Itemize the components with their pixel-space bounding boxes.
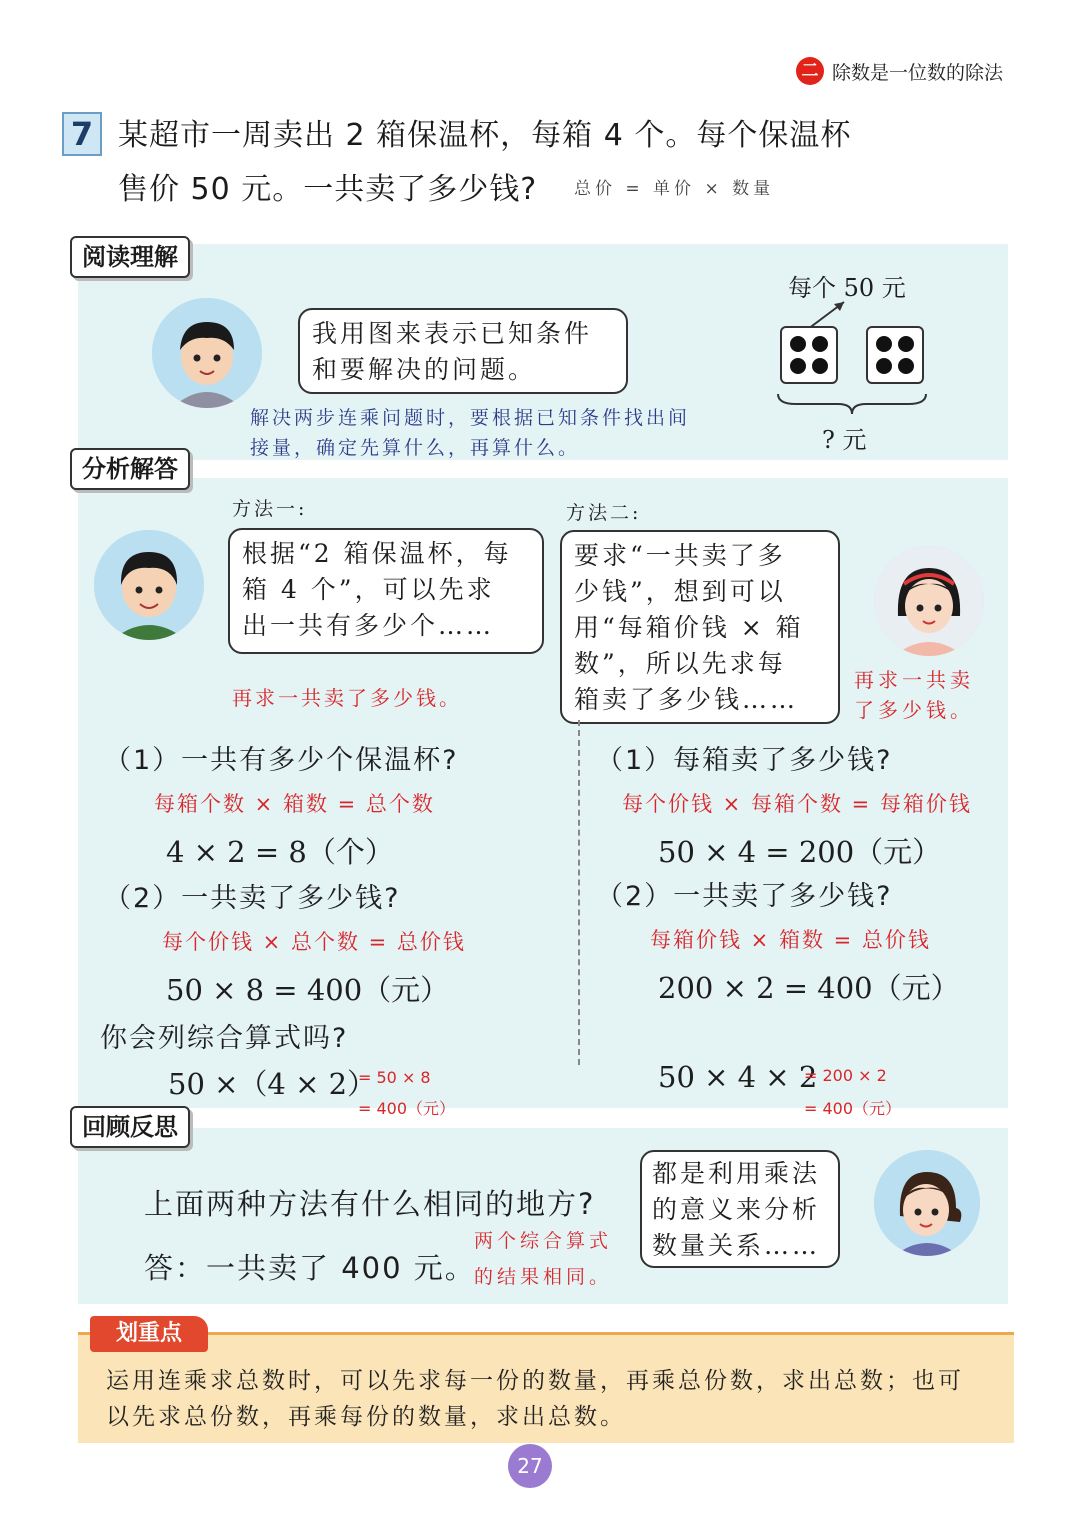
diagram-total: ? 元 (822, 426, 867, 454)
method2-bubble-line: 少钱”，想到可以 (574, 577, 786, 606)
formula-hint: 总价 = 单价 × 数量 (574, 179, 775, 199)
review-section-tag: 回顾反思 (70, 1106, 190, 1148)
reading-note-line-1: 解决两步连乘问题时，要根据已知条件找出间 (250, 407, 691, 429)
method1-speech-bubble (228, 528, 544, 654)
method2-calc-1: 50 × 4 = 200（元） (658, 835, 942, 869)
problem-line-1: 某超市一周卖出 2 箱保温杯，每箱 4 个。每个保温杯 (118, 118, 852, 153)
review-bubble-line: 的意义来分析 (652, 1195, 821, 1224)
method1-combined-step-1: = 50 × 8 (358, 1068, 431, 1087)
review-bubble-line: 都是利用乘法 (652, 1159, 821, 1188)
method2-note-line-2: 了多少钱。 (854, 698, 974, 722)
method1-note: 再求一共卖了多少钱。 (232, 686, 462, 710)
boy-avatar (152, 298, 262, 408)
review-note-line-2: 的结果相同。 (474, 1266, 613, 1288)
problem-line-2: 售价 50 元。一共卖了多少钱? (118, 172, 538, 207)
method2-calc-2: 200 × 2 = 400（元） (658, 971, 960, 1005)
method1-question-1: （1）一共有多少个保温杯? (104, 745, 459, 776)
method1-formula-2: 每个价钱 × 总个数 = 总价钱 (162, 930, 466, 954)
method2-bubble-line: 用“每箱价钱 × 箱 (574, 613, 804, 642)
reading-bubble-line-2: 和要解决的问题。 (312, 355, 537, 384)
method2-speech-bubble (560, 530, 840, 724)
reading-speech-bubble (298, 308, 628, 394)
method1-question-2: （2）一共卖了多少钱? (104, 883, 401, 914)
reading-note-line-2: 接量，确定先算什么，再算什么。 (250, 437, 581, 459)
method1-bubble-line: 出一共有多少个…… (242, 611, 495, 640)
method1-bubble-line: 根据“2 箱保温杯，每 (242, 539, 512, 568)
page-number: 27 (508, 1444, 552, 1488)
method2-combined: 50 × 4 × 2 (658, 1060, 818, 1094)
review-answer: 答：一共卖了 400 元。 (144, 1251, 476, 1285)
method2-combined-step-2: = 400（元） (804, 1099, 902, 1118)
girl2-avatar (874, 1150, 980, 1256)
method1-calc-2: 50 × 8 = 400（元） (166, 973, 450, 1007)
method1-label: 方法一: (232, 498, 308, 520)
girl-avatar (874, 546, 984, 656)
girl2-icon (874, 1150, 980, 1256)
box-icon (780, 326, 838, 384)
highlight-tag: 划重点 (90, 1316, 208, 1352)
reading-bubble-line-1: 我用图来表示已知条件 (312, 319, 593, 348)
method2-question-2: （2）一共卖了多少钱? (596, 881, 893, 912)
chapter-title: 除数是一位数的除法 (832, 62, 1004, 84)
box-icon (866, 326, 924, 384)
boy2-avatar (94, 530, 204, 640)
method2-formula-1: 每个价钱 × 每箱个数 = 每箱价钱 (622, 792, 972, 816)
method2-combined-step-1: = 200 × 2 (804, 1066, 887, 1085)
method1-formula-1: 每箱个数 × 箱数 = 总个数 (154, 792, 435, 816)
method-divider (578, 720, 580, 1065)
method2-formula-2: 每箱价钱 × 箱数 = 总价钱 (650, 928, 931, 952)
analysis-section-tag: 分析解答 (70, 448, 190, 490)
method2-bubble-line: 要求“一共卖了多 (574, 541, 786, 570)
review-bubble-line: 数量关系…… (652, 1231, 821, 1260)
method1-calc-1: 4 × 2 = 8（个） (166, 835, 394, 869)
review-speech-bubble (640, 1150, 840, 1268)
highlight-line-1: 运用连乘求总数时，可以先求每一份的数量，再乘总份数，求出总数；也可 (106, 1368, 964, 1394)
girl-icon (874, 546, 984, 656)
diagram-unit-price: 每个 50 元 (788, 274, 906, 302)
highlight-line-2: 以先求总份数，再乘每份的数量，求出总数。 (106, 1404, 626, 1430)
method1-bubble-line: 箱 4 个”，可以先求 (242, 575, 495, 604)
boy2-icon (94, 530, 204, 640)
method2-label: 方法二: (566, 502, 642, 524)
review-question: 上面两种方法有什么相同的地方? (144, 1187, 596, 1221)
reading-section-tag: 阅读理解 (70, 236, 190, 278)
method2-bubble-line: 数”，所以先求每 (574, 649, 786, 678)
chapter-badge: 二 (796, 57, 824, 85)
boy-icon (152, 298, 262, 408)
diagram-brace (776, 392, 928, 416)
review-note-line-1: 两个综合算式 (474, 1230, 613, 1252)
method2-note-line-1: 再求一共卖 (854, 668, 974, 692)
method2-question-1: （1）每箱卖了多少钱? (596, 745, 893, 776)
method1-combined: 50 ×（4 × 2） (168, 1067, 377, 1101)
method2-bubble-line: 箱卖了多少钱…… (574, 685, 799, 714)
combined-prompt: 你会列综合算式吗? (100, 1023, 349, 1054)
problem-number: 7 (62, 112, 102, 156)
method1-combined-step-2: = 400（元） (358, 1099, 456, 1118)
